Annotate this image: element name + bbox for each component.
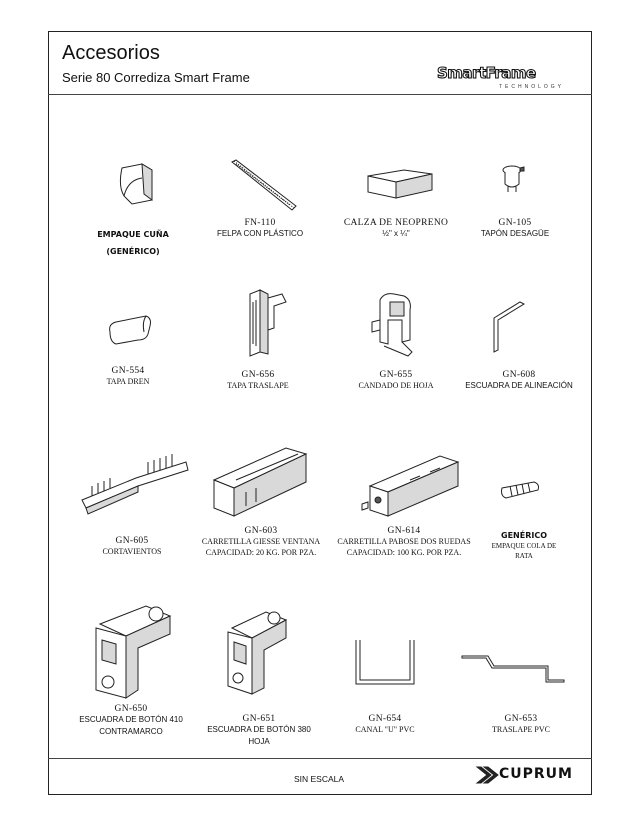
item-10-code: GN-603 [244,526,278,536]
item-15-caption [330,714,440,735]
item-11-desc2: CAPACIDAD: 100 KG. POR PZA. [346,548,462,557]
button-corner-410-icon [86,594,186,702]
item-12-code: GENÉRICO [501,531,547,540]
windbreak-icon [76,448,192,524]
overlap-profile-icon [460,652,570,686]
item-3-desc: ½" x ¼" [382,229,410,238]
logo-main-text: SmartFrame [437,64,536,82]
item-13-caption [68,704,194,738]
item-2-desc: FELPA CON PLÁSTICO [216,229,304,238]
item-6-desc: TAPA TRASLAPE [227,381,289,390]
item-4-caption [460,218,570,240]
item-3-code: CALZA DE NEOPRENO [343,218,449,228]
item-5-code: GN-554 [111,366,145,376]
cuprum-chevron-icon [475,765,499,785]
weatherstrip-icon [228,158,300,214]
item-4-desc: TAPÓN DESAGÜE [480,229,550,238]
header-divider [48,94,592,95]
u-channel-icon [352,636,420,692]
item-15-desc: CANAL "U" PVC [355,725,415,734]
item-2-caption [200,218,320,240]
footer-divider [48,758,592,759]
item-10-desc2: CAPACIDAD: 20 KG. POR PZA. [205,548,317,557]
roller-pabose-icon [360,446,466,522]
page-title: Accesorios [62,42,160,64]
wedge-gasket-icon [112,160,162,210]
item-8-caption [454,370,584,392]
item-12-desc2: RATA [515,552,533,560]
item-6-code: GN-656 [241,370,275,380]
item-7-code: GN-655 [379,370,413,380]
drain-plug-icon [498,162,528,196]
item-2-code: FN-110 [244,218,276,228]
ratstail-gasket-icon [496,480,542,506]
item-10-desc: CARRETILLA GIESSE VENTANA [201,537,321,546]
item-16-desc: TRASLAPE PVC [491,725,550,734]
item-1-desc: EMPAQUE CUÑA [97,230,169,239]
neoprene-block-icon [364,160,438,202]
item-14-code: GN-651 [242,714,276,724]
item-7-desc: CANDADO DE HOJA [358,381,434,390]
item-8-desc: ESCUADRA DE ALINEACIÓN [465,381,573,390]
smart-frame-logo [437,64,577,92]
item-5-desc: TAPA DREN [106,377,150,386]
scale-note: SIN ESCALA [293,774,345,784]
item-16-caption [466,714,576,735]
drain-cap-icon [104,310,156,350]
overlap-cap-icon [240,288,294,360]
item-8-code: GN-608 [502,370,536,380]
page-subtitle: Serie 80 Corrediza Smart Frame [62,70,250,85]
item-1-caption [78,226,188,260]
item-4-code: GN-105 [498,218,532,228]
item-9-code: GN-605 [115,536,149,546]
item-12-caption [476,530,572,561]
item-9-caption [82,536,182,557]
item-3-caption [336,218,456,240]
item-16-code: GN-653 [504,714,538,724]
cuprum-brand-text: CUPRUM [499,766,573,782]
item-5-caption [78,366,178,387]
item-11-code: GN-614 [387,526,421,536]
button-corner-380-icon [220,598,300,700]
roller-giesse-icon [206,440,312,522]
item-1-desc2: (GENÉRICO) [106,247,160,256]
item-14-caption [196,714,322,748]
item-13-code: GN-650 [114,704,148,714]
sash-lock-icon [366,290,426,362]
logo-sub-text: TECHNOLOGY [499,84,565,90]
item-15-code: GN-654 [368,714,402,724]
item-7-caption [336,370,456,391]
alignment-corner-icon [490,298,530,354]
item-11-caption [336,526,472,558]
cuprum-logo [475,764,585,786]
item-14-desc: ESCUADRA DE BOTÓN 380 HOJA [207,725,311,746]
item-13-desc2: CONTRAMARCO [99,727,163,736]
item-6-caption [208,370,308,391]
item-11-desc: CARRETILLA PABOSE DOS RUEDAS [337,537,471,546]
item-9-desc: CORTAVIENTOS [102,547,162,556]
item-12-desc: EMPAQUE COLA DE [491,542,557,550]
item-13-desc: ESCUADRA DE BOTÓN 410 [79,715,183,724]
item-10-caption [196,526,326,558]
